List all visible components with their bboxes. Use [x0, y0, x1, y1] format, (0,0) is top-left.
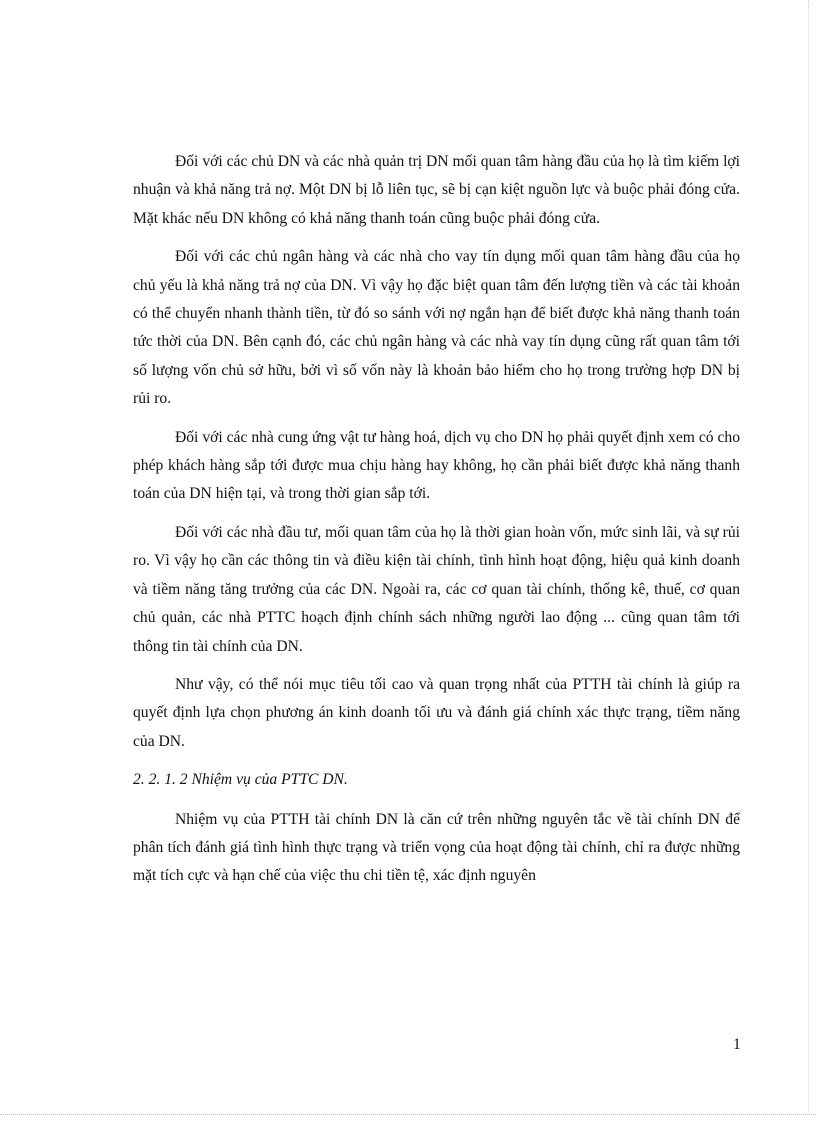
- paragraph-investors: Đối với các nhà đầu tư, mối quan tâm của họ là thời gian hoàn vốn, mức sinh lãi, và sự rủi ro. Vì vậy họ cần các thông tin và điều kiện tài chính, tình hình hoạt động, hiệu quả kinh doanh và tiềm năng tăng trưởng của các DN. Ngoài ra, các cơ quan tài chính, thống kê, thuế, cơ quan chủ quản, các nhà PTTC hoạch định chính sách những người lao động ... cũng quan tâm tới thông tin tài chính của DN.: [133, 523, 740, 655]
- page-right-border: [808, 0, 809, 1114]
- paragraph-conclusion: Như vậy, có thể nói mục tiêu tối cao và quan trọng nhất của PTTH tài chính là giúp ra quyết định lựa chọn phương án kinh doanh tối ưu và đánh giá chính xác thực trạng, tiềm năng của DN.: [133, 675, 740, 750]
- body-text: [133, 148, 740, 901]
- paragraph-banks-lenders: Đối với các chủ ngân hàng và các nhà cho vay tín dụng mối quan tâm hàng đầu của họ chủ yếu là khả năng trả nợ của DN. Vì vậy họ đặc biệt quan tâm đến lượng tiền và các tài khoản có thể chuyển nhanh thành tiền, từ đó so sánh với nợ ngắn hạn để biết được khả năng thanh toán tức thời của DN. Bên cạnh đó, các chủ ngân hàng và các nhà vay tín dụng cũng rất quan tâm tới số lượng vốn chủ sở hữu, bởi vì số vốn này là khoản bảo hiểm cho họ trong trường hợp DN bị rủi ro.: [133, 248, 740, 408]
- paragraph-owners-managers: Đối với các chủ DN và các nhà quản trị DN mối quan tâm hàng đầu của họ là tìm kiếm lợi nhuận và khả năng trả nợ. Một DN bị lỗ liên tục, sẽ bị cạn kiệt nguồn lực và buộc phải đóng cửa. Mặt khác nếu DN không có khả năng thanh toán cũng buộc phải đóng cửa.: [133, 153, 740, 227]
- section-heading: 2. 2. 1. 2 Nhiệm vụ của PTTC DN.: [133, 771, 348, 789]
- page-number: 1: [733, 1036, 741, 1053]
- paragraph-tasks: Nhiệm vụ của PTTH tài chính DN là căn cứ trên những nguyên tắc về tài chính DN để phân tích đánh giá tình hình thực trạng và triển vọng của hoạt động tài chính, chỉ ra được những mặt tích cực và hạn chế của việc thu chi tiền tệ, xác định nguyên: [133, 810, 740, 885]
- paragraph-suppliers: Đối với các nhà cung ứng vật tư hàng hoá, dịch vụ cho DN họ phải quyết định xem có cho phép khách hàng sắp tới được mua chịu hàng hay không, họ cần phải biết được khả năng thanh toán của DN hiện tại, và trong thời gian sắp tới.: [133, 428, 740, 503]
- page-bottom-border: [0, 1114, 816, 1115]
